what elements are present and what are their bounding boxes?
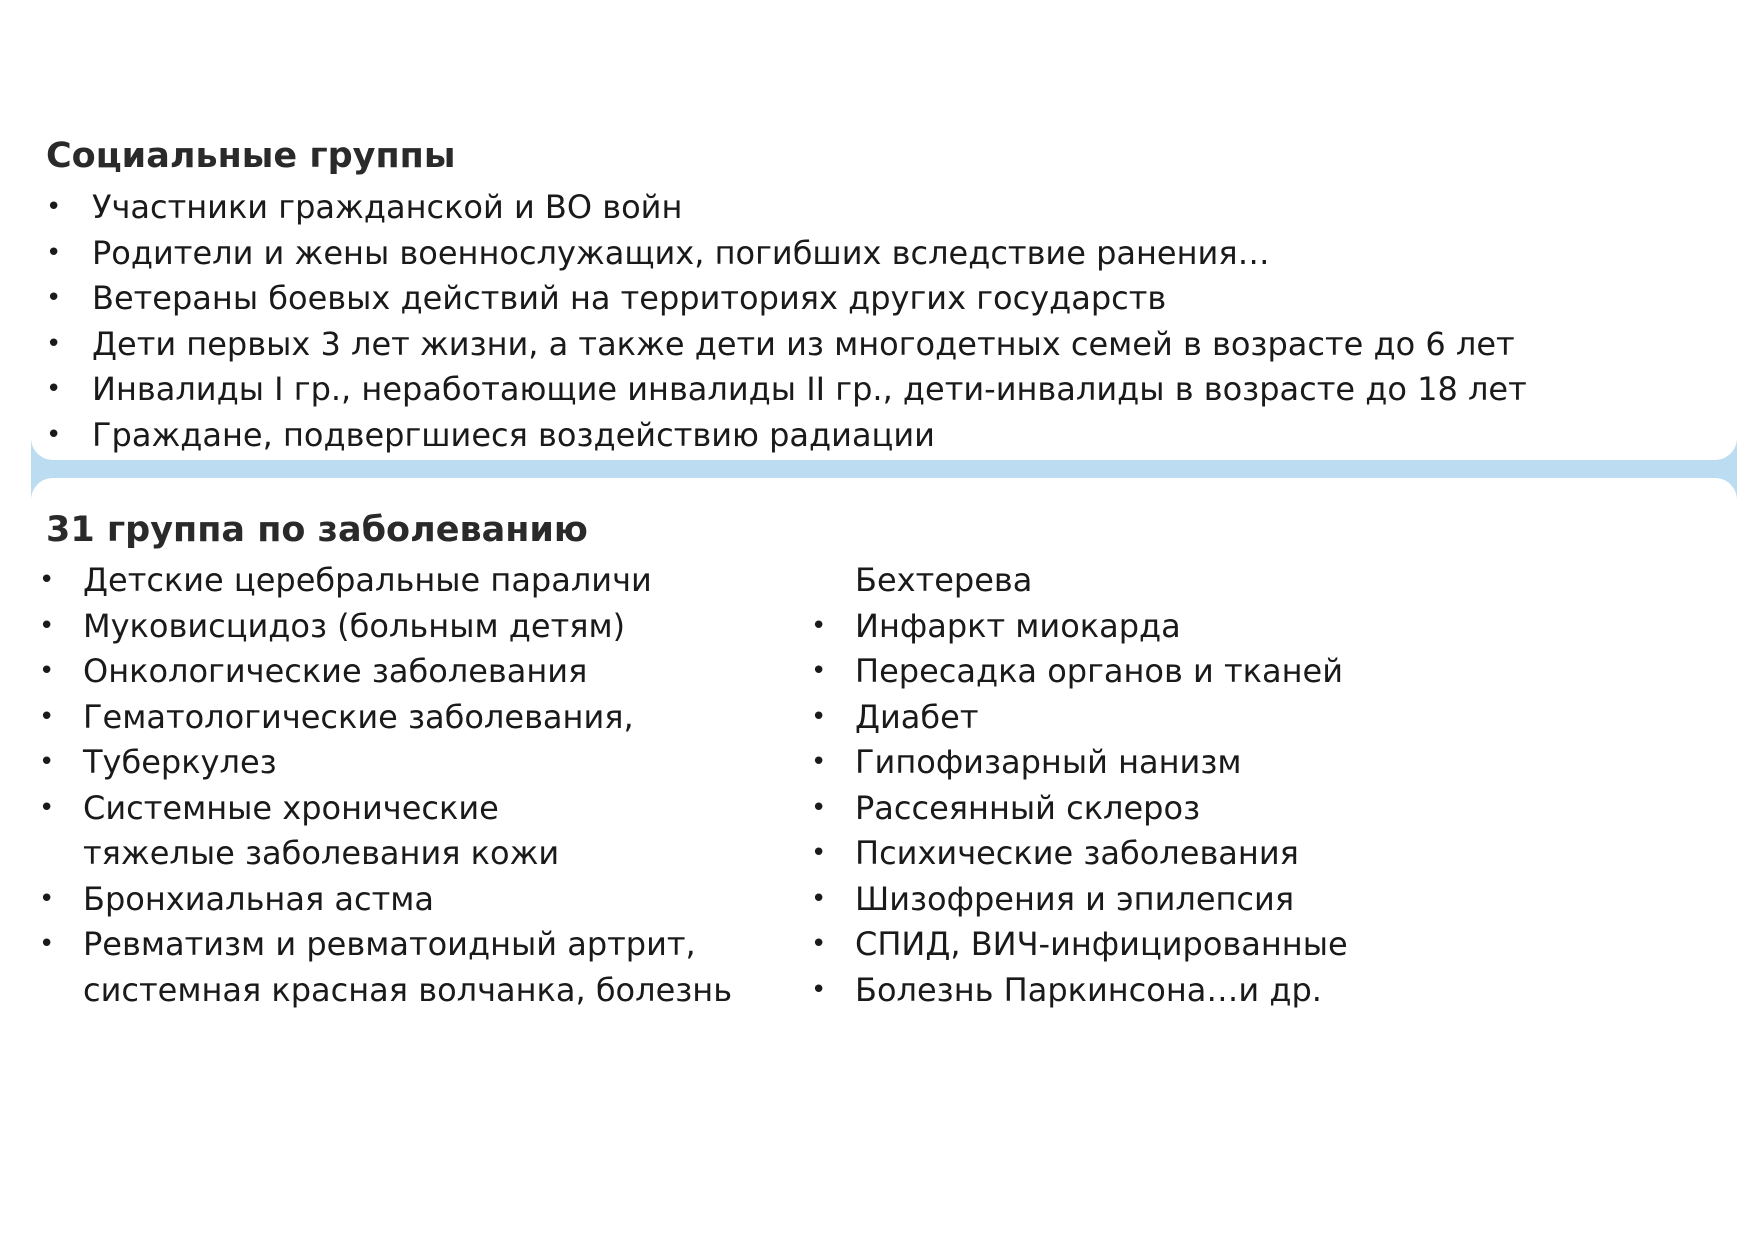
list-item-text: Ветераны боевых действий на территориях других государств [92,279,1167,318]
list-item-text: Болезнь Паркинсона…и др. [855,970,1322,1009]
list-item [39,877,783,923]
list-item-text: Бронхиальная астма [83,879,434,918]
bullet-icon: • [46,374,62,405]
list-item-text: СПИД, ВИЧ-инфицированные [855,925,1348,963]
list-item [46,185,1527,231]
bullet-icon: • [811,747,827,777]
bullet-icon: • [39,701,55,732]
slide [31,106,1737,1018]
list-item [811,786,1595,832]
bullet-icon: • [811,656,827,686]
disease-groups-heading: 31 группа по заболеванию [46,510,588,550]
list-item-text: Гематологические заболевания, [83,697,634,736]
list-item [811,740,1595,786]
bullet-icon: • [46,419,62,450]
bullet-icon: • [811,792,827,823]
list-item-text: Онкологические заболевания [83,652,588,690]
list-item-text-continued: тяжелые заболевания кожи [83,834,560,872]
bullet-icon: • [811,610,827,641]
disease-groups-panel [31,478,1737,1018]
list-item-text: Муковисцидоз (больным детям) [83,606,626,645]
bullet-icon: • [811,701,827,732]
list-item-text: Туберкулез [83,743,277,781]
list-item-text: Дети первых 3 лет жизни, а также дети из многодетных семей в возрасте до 6 лет [92,324,1515,363]
list-item-text: Родители и жены военнослужащих, погибших вследствие ранения… [92,233,1270,272]
social-groups-panel [31,106,1737,460]
bullet-icon: • [811,883,827,914]
bullet-icon: • [39,610,55,641]
bullet-icon: • [39,565,55,595]
list-item [811,968,1595,1014]
list-item-text: Психические заболевания [855,834,1299,872]
list-item [46,413,1527,459]
list-item-text: Граждане, подвергшиеся воздействию радиации [92,415,935,454]
list-item [39,922,783,1013]
list-item-text: Рассеянный склероз [855,788,1201,827]
list-item-text: Гипофизарный нанизм [855,743,1242,781]
list-item [39,695,783,741]
list-item [39,649,783,695]
list-item-text: Детские церебральные параличи [83,561,652,599]
list-item-text: Системные хронические [83,788,499,827]
bullet-icon: • [39,656,55,686]
bullet-icon: • [39,929,55,959]
social-groups-heading: Социальные группы [46,136,456,176]
bullet-icon: • [39,792,55,823]
bullet-icon: • [39,883,55,914]
social-groups-list [46,185,1527,459]
bullet-icon: • [811,838,827,868]
list-item [39,786,783,877]
list-item [46,322,1527,368]
list-item-text: Пересадка органов и тканей [855,652,1343,690]
list-item [811,604,1595,650]
list-item [46,367,1527,413]
list-item-text-continued: Бехтерева [855,561,1033,599]
list-item [39,558,783,604]
bullet-icon: • [811,974,827,1005]
list-item [39,604,783,650]
list-item-text: Ревматизм и ревматоидный артрит, [83,925,696,963]
list-item-text: Шизофрения и эпилепсия [855,879,1295,918]
list-item [811,649,1595,695]
list-item-text: Инфаркт миокарда [855,606,1181,645]
list-item-text: Участники гражданской и ВО войн [92,188,683,226]
disease-list-left [39,558,783,1013]
list-item [811,695,1595,741]
list-item [46,231,1527,277]
list-item-text: Инвалиды I гр., неработающие инвалиды II гр., дети-инвалиды в возрасте до 18 лет [92,370,1527,409]
list-item [811,831,1595,877]
bullet-icon: • [46,283,62,314]
bullet-icon: • [39,747,55,777]
list-item-text-continued: системная красная волчанка, болезнь [83,970,733,1009]
list-item-text: Диабет [855,697,979,736]
list-item [39,740,783,786]
bullet-icon: • [46,328,62,359]
list-item [811,922,1595,968]
list-item-continued [855,558,1595,604]
list-item [811,877,1595,923]
bullet-icon: • [811,929,827,959]
list-item [46,276,1527,322]
bullet-icon: • [46,237,62,268]
disease-list-right [811,558,1595,1013]
bullet-icon: • [46,192,62,222]
